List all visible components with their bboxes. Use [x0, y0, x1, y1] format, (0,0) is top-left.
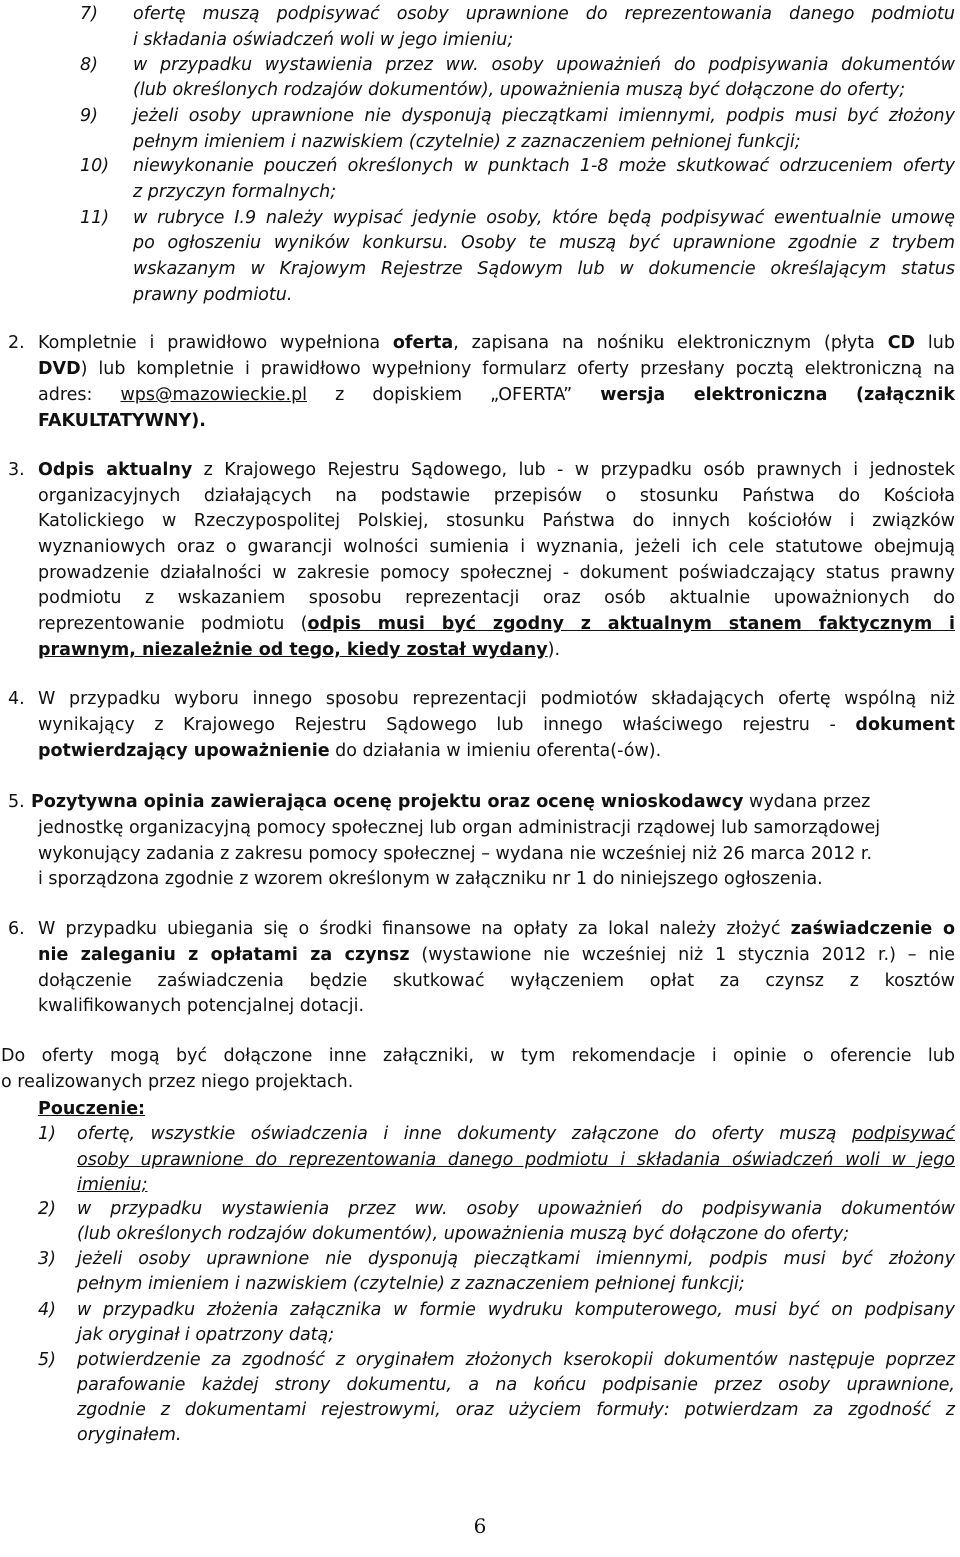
paragraph-line: dołączenie zaświadczenia będzie skutkować wyłączeniem opłat za czynsz z kosztów — [38, 971, 955, 991]
list-item-line: w rubryce I.9 należy wypisać jedynie osoby, które będą podpisywać ewentualnie umowę — [133, 208, 955, 228]
list-item-line: wskazanym w Krajowym Rejestrze Sądowym lub w dokumencie określającym status — [133, 259, 955, 279]
list-item-line: w przypadku wystawienia przez ww. osoby upoważnień do podpisywania dokumentów — [133, 55, 955, 75]
list-item-line: parafowanie każdej strony dokumentu, a na końcu podpisanie przez osoby uprawnione, — [77, 1375, 955, 1395]
paragraph-line: Pozytywna opinia zawierająca ocenę projektu oraz ocenę wnioskodawcy wydana przez — [31, 792, 871, 812]
paragraph-line: Katolickiego w Rzeczypospolitej Polskiej, stosunku Państwa do innych kościołów i związków — [38, 511, 955, 531]
paragraph-line: Odpis aktualny z Krajowego Rejestru Sądowego, lub - w przypadku osób prawnych i jednostek — [38, 460, 956, 480]
list-number: 11) — [80, 208, 110, 228]
list-item-line: pełnym imieniem i nazwiskiem (czytelnie) z zaznaczeniem pełnionej funkcji; — [133, 132, 801, 152]
list-item-line: prawny podmiotu. — [133, 285, 293, 305]
list-item-line: zgodnie z dokumentami rejestrowymi, oraz użyciem formuły: potwierdzam za zgodność z — [77, 1400, 955, 1420]
email-link[interactable]: wps@mazowieckie.pl — [120, 385, 308, 405]
list-item-line: imieniu; — [77, 1175, 148, 1195]
list-item-line: osoby uprawnione do reprezentowania danego podmiotu i składania oświadczeń woli w jego — [77, 1150, 955, 1170]
list-item-line: ofertę muszą podpisywać osoby uprawnione do reprezentowania danego podmiotu — [133, 4, 955, 24]
paragraph-line: podmiotu z wskazaniem sposobu reprezentacji oraz osób aktualnie upoważnionych do — [38, 588, 955, 608]
list-item-line: w przypadku złożenia załącznika w formie wydruku komputerowego, musi być on podpisany — [77, 1300, 955, 1320]
list-item-line: potwierdzenie za zgodność z oryginałem złożonych kserokopii dokumentów następuje poprzez — [77, 1350, 955, 1370]
section-number: 3. — [8, 460, 25, 480]
pouczenie-heading: Pouczenie: — [38, 1099, 146, 1119]
section-number: 5. — [8, 792, 25, 812]
paragraph-line: wyznaniowych oraz o gwarancji wolności sumienia i wyznania, jeżeli ich cele statutowe obejmują — [38, 537, 955, 557]
page-number: 6 — [473, 1514, 487, 1538]
list-item-line: jak oryginał i opatrzony datą; — [77, 1325, 335, 1345]
section-number: 6. — [8, 919, 25, 939]
list-item-line: jeżeli osoby uprawnione nie dysponują pieczątkami imiennymi, podpis musi być złożony — [133, 106, 955, 126]
paragraph-line: nie zaleganiu z opłatami za czynsz (wystawione nie wcześniej niż 1 stycznia 2012 r.) – nie — [38, 945, 956, 965]
paragraph-line: DVD) lub kompletnie i prawidłowo wypełniony formularz oferty przesłany pocztą elektroniczną na — [38, 359, 955, 379]
list-number: 10) — [80, 156, 110, 176]
list-number: 4) — [38, 1300, 56, 1320]
list-number: 2) — [38, 1199, 56, 1219]
list-item-line: (lub określonych rodzajów dokumentów), upoważnienia muszą być dołączone do oferty; — [77, 1224, 850, 1244]
paragraph-line: i sporządzona zgodnie z wzorem określonym w załączniku nr 1 do niniejszego ogłoszenia. — [38, 869, 823, 889]
list-item-line: (lub określonych rodzajów dokumentów), upoważnienia muszą być dołączone do oferty; — [133, 80, 906, 100]
section-number: 2. — [8, 333, 25, 353]
list-item-line: pełnym imieniem i nazwiskiem (czytelnie) z zaznaczeniem pełnionej funkcji; — [77, 1274, 745, 1294]
paragraph-line: adres: wps@mazowieckie.pl z dopiskiem „OFERTA” wersja elektroniczna (załącznik — [38, 385, 955, 405]
list-number: 9) — [80, 106, 98, 126]
paragraph-line: jednostkę organizacyjną pomocy społecznej lub organ administracji rządowej lub samorządowej — [38, 818, 881, 838]
list-number: 7) — [80, 4, 98, 24]
paragraph-line: reprezentowanie podmiotu (odpis musi być zgodny z aktualnym stanem faktycznym i — [38, 614, 956, 634]
paragraph-line: prowadzenie działalności w zakresie pomocy społecznej - dokument poświadczający status prawny — [38, 563, 955, 583]
list-item-line: oryginałem. — [77, 1425, 182, 1445]
section-number: 4. — [8, 689, 25, 709]
list-number: 1) — [38, 1124, 56, 1144]
paragraph-line: W przypadku ubiegania się o środki finansowe na opłaty za lokal należy złożyć zaświadczenie o — [38, 919, 955, 939]
list-number: 3) — [38, 1249, 56, 1269]
list-item-line: i składania oświadczeń woli w jego imieniu; — [133, 30, 514, 50]
list-item-line: jeżeli osoby uprawnione nie dysponują pieczątkami imiennymi, podpis musi być złożony — [77, 1249, 955, 1269]
paragraph-line: FAKULTATYWNY). — [38, 411, 206, 431]
list-item-line: ofertę, wszystkie oświadczenia i inne dokumenty załączone do oferty muszą podpisywać — [77, 1124, 955, 1144]
paragraph-line: Do oferty mogą być dołączone inne załączniki, w tym rekomendacje i opinie o oferencie lub — [1, 1046, 955, 1066]
paragraph-line: kwalifikowanych potencjalnej dotacji. — [38, 996, 365, 1016]
list-item-line: po ogłoszeniu wyników konkursu. Osoby te muszą być uprawnione zgodnie z trybem — [133, 233, 955, 253]
paragraph-line: organizacyjnych działających na podstawie przepisów o stosunku Państwa do Kościoła — [38, 486, 955, 506]
paragraph-line: o realizowanych przez niego projektach. — [1, 1072, 354, 1092]
list-item-line: w przypadku wystawienia przez ww. osoby upoważnień do podpisywania dokumentów — [77, 1199, 955, 1219]
list-number: 8) — [80, 55, 98, 75]
paragraph-line: wykonujący zadania z zakresu pomocy społecznej – wydana nie wcześniej niż 26 marca 2012 r. — [38, 844, 873, 864]
paragraph-line: W przypadku wyboru innego sposobu reprezentacji podmiotów składających ofertę wspólną niż — [38, 689, 955, 709]
list-item-line: z przyczyn formalnych; — [133, 182, 337, 202]
list-number: 5) — [38, 1350, 56, 1370]
list-item-line: niewykonanie pouczeń określonych w punktach 1-8 może skutkować odrzuceniem oferty — [133, 156, 955, 176]
paragraph-line: prawnym, niezależnie od tego, kiedy został wydany). — [38, 640, 561, 660]
paragraph-line: potwierdzający upoważnienie do działania w imieniu oferenta(-ów). — [38, 741, 662, 761]
paragraph-line: wynikający z Krajowego Rejestru Sądowego lub innego właściwego rejestru - dokument — [38, 715, 955, 735]
paragraph-line: Kompletnie i prawidłowo wypełniona oferta, zapisana na nośniku elektronicznym (płyta CD lub — [38, 333, 955, 353]
